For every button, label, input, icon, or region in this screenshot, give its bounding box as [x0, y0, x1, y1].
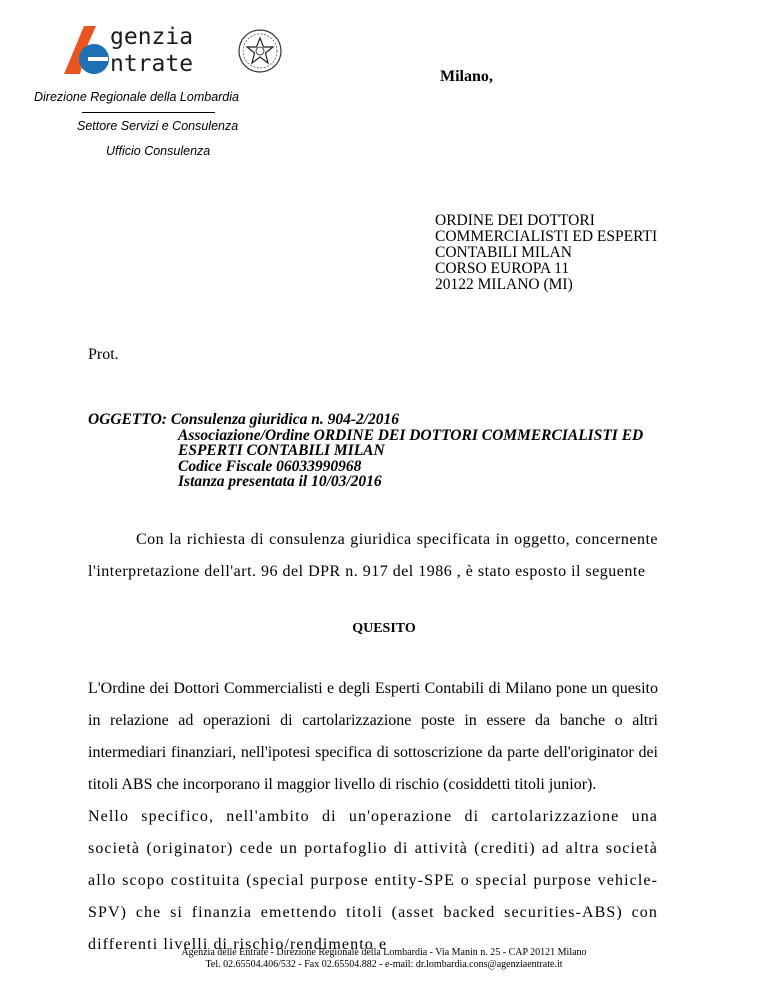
recipient-address: [435, 213, 657, 293]
header-direzione: Direzione Regionale della Lombardia: [34, 90, 239, 104]
subject-line: Istanza presentata il 10/03/2016: [178, 473, 382, 490]
body-paragraph: Nello specifico, nell'ambito di un'operazione di cartolarizzazione una società (originator) cede un portafoglio di attività (crediti) ad altra società allo scopo costituita (special purpose entity-SPE o special purpose vehicle-SPV) che si finanzia emettendo titoli (asset backed securities-ABS) con differenti livelli di rischio/rendimento e: [88, 808, 658, 953]
subject-line: Consulenza giuridica n. 904-2/2016: [170, 411, 400, 428]
logo-text-line2: ntrate: [110, 51, 194, 77]
agenzia-entrate-logo: [62, 22, 284, 80]
body-text: [88, 673, 658, 961]
section-heading: QUESITO: [352, 621, 416, 636]
subject-block: [88, 412, 643, 490]
subject-line: Associazione/Ordine ORDINE DEI DOTTORI COMMERCIALISTI ED: [178, 426, 644, 444]
subject-line: ESPERTI CONTABILI MILAN: [178, 442, 385, 459]
recipient-line: COMMERCIALISTI ED ESPERTI: [435, 228, 658, 245]
body-paragraph: L'Ordine dei Dottori Commercialisti e degli Esperti Contabili di Milano pone un quesito in relazione ad operazioni di cartolarizzazione poste in essere da banche o altri intermediari finanziari, nell'ipotesi specifica di sottoscrizione da parte dell'originator dei titoli ABS che incorporano il maggior livello di rischio (cosiddetti titoli junior).: [88, 680, 658, 793]
footer-line: Agenzia delle Entrate - Direzione Regionale della Lombardia - Via Manin n. 25 - CAP 20121 Milano: [181, 947, 587, 958]
city-date: Milano,: [440, 68, 493, 85]
recipient-line: CORSO EUROPA 11: [435, 260, 570, 277]
recipient-line: CONTABILI MILAN: [435, 244, 572, 261]
intro-paragraph: Con la richiesta di consulenza giuridica specificata in oggetto, concernente l'interpretazione dell'art. 96 del DPR n. 917 del 1986 , è stato esposto il seguente: [88, 531, 658, 580]
subject-line: Codice Fiscale 06033990968: [178, 457, 362, 475]
subject-label: OGGETTO:: [88, 411, 167, 428]
page-footer: [0, 947, 768, 971]
protocol-label: Prot.: [88, 346, 119, 363]
logo-text-line1: genzia: [110, 24, 194, 50]
recipient-line: ORDINE DEI DOTTORI: [435, 212, 595, 229]
header-settore: Settore Servizi e Consulenza: [77, 119, 239, 133]
footer-line: Tel. 02.65504.406/532 - Fax 02.65504.882 - e-mail: dr.lombardia.cons@agenziaentrate.it: [205, 959, 563, 970]
republic-emblem-icon: [239, 30, 281, 72]
recipient-line: 20122 MILANO (MI): [435, 276, 573, 293]
header-divider: [82, 112, 215, 113]
header-ufficio: Ufficio Consulenza: [106, 144, 211, 158]
